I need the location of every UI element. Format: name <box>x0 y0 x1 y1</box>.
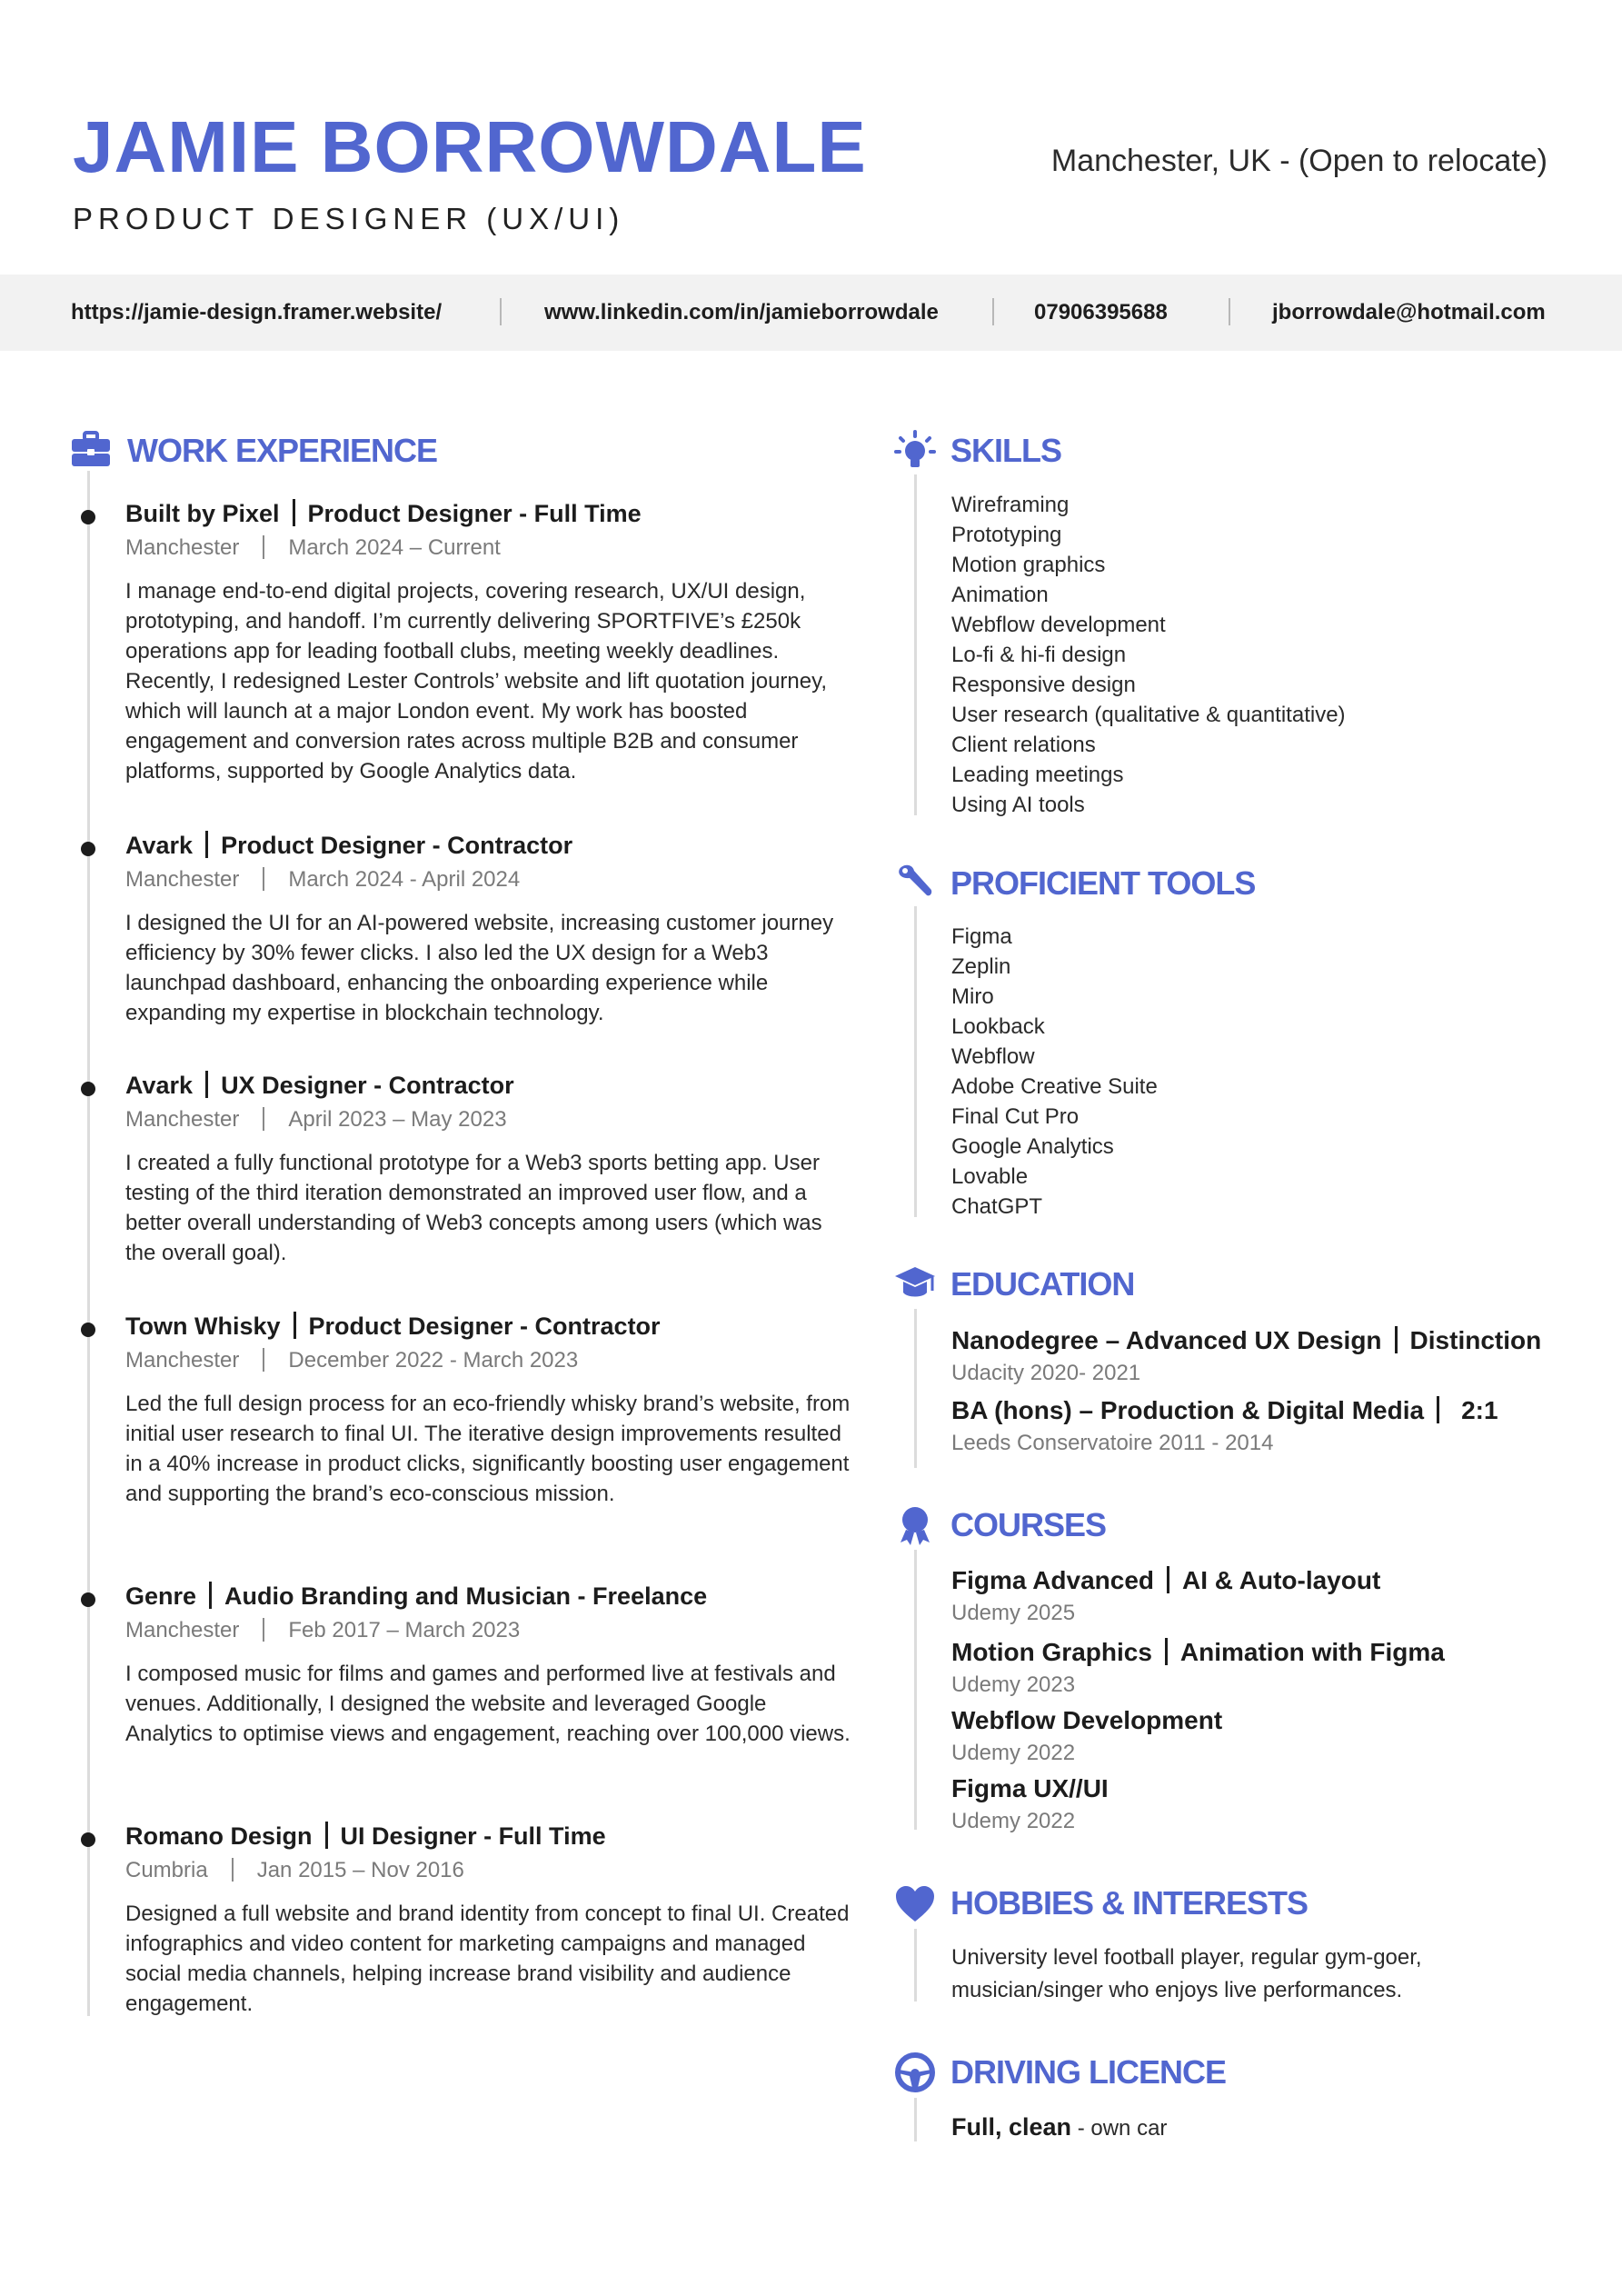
job-role: UI Designer - Full Time <box>340 1822 606 1850</box>
heart-icon <box>894 1883 936 1925</box>
tool-item: Figma <box>951 924 1012 949</box>
section-line <box>914 906 917 1217</box>
skill-item: Wireframing <box>951 493 1070 517</box>
job-role: Product Designer - Contractor <box>221 832 573 859</box>
tools-list <box>951 922 1158 1222</box>
course-title: Figma UX//UI <box>951 1774 1109 1802</box>
phone-link[interactable]: 07906395688 <box>1034 300 1168 324</box>
job-location: Cumbria <box>125 1858 208 1882</box>
licence-text <box>951 2113 1167 2141</box>
course-provider: Udemy 2022 <box>951 1741 1076 1765</box>
job-entry <box>125 498 852 786</box>
hobbies-heading: HOBBIES & INTERESTS <box>950 1884 1309 1922</box>
job-entry <box>125 1821 852 2019</box>
divider <box>500 298 502 325</box>
course-provider: Udemy 2022 <box>951 1809 1076 1833</box>
tool-item: Zeplin <box>951 954 1011 979</box>
education-grade: 2:1 <box>1461 1396 1498 1424</box>
graduation-cap-icon <box>894 1263 936 1305</box>
section-line <box>914 1550 917 1830</box>
tool-item: Final Cut Pro <box>951 1104 1080 1129</box>
award-badge-icon <box>894 1504 936 1546</box>
education-title: BA (hons) – Production & Digital Media <box>951 1396 1425 1424</box>
skill-item: Lo-fi & hi-fi design <box>951 643 1127 667</box>
job-description: Led the full design process for an eco-friendly whisky brand’s website, from initial user research to final UI. The iterative design improvements resulted in a 40% increase in product clicks, significantly boosting user engagement and supporting the brand’s eco-conscious mission. <box>125 1392 851 1506</box>
course-item <box>951 1772 1109 1835</box>
tool-item: Lookback <box>951 1014 1045 1039</box>
linkedin-link[interactable]: www.linkedin.com/in/jamieborrowdale <box>544 300 939 324</box>
skill-item: Animation <box>951 583 1049 607</box>
education-institution: Leeds Conservatoire 2011 - 2014 <box>951 1431 1274 1455</box>
job-location: Manchester <box>125 1107 240 1132</box>
job-dates: Jan 2015 – Nov 2016 <box>256 1858 464 1882</box>
job-role: Product Designer - Full Time <box>307 500 642 527</box>
education-title: Nanodegree – Advanced UX Design <box>951 1326 1382 1354</box>
section-line <box>914 2098 917 2141</box>
licence-heading: DRIVING LICENCE <box>950 2053 1227 2091</box>
job-title: PRODUCT DESIGNER (UX/UI) <box>73 202 625 235</box>
website-link[interactable]: https://jamie-design.framer.website/ <box>71 300 443 324</box>
job-entry <box>125 1070 852 1268</box>
job-entry <box>125 830 852 1028</box>
work-experience-heading: WORK EXPERIENCE <box>127 432 438 469</box>
job-location: Manchester <box>125 1618 240 1642</box>
steering-wheel-icon <box>894 2051 936 2093</box>
tool-item: Webflow <box>951 1044 1035 1069</box>
job-dates: March 2024 - April 2024 <box>288 867 521 892</box>
course-detail: AI & Auto-layout <box>1182 1566 1381 1594</box>
job-role: UX Designer - Contractor <box>221 1072 514 1099</box>
education-item <box>951 1324 1541 1387</box>
job-description: I designed the UI for an AI-powered website, increasing customer journey efficiency by 30% fewer clicks. I also led the UX design for a Web3 launchpad dashboard, enhancing the onboarding experience while expanding my expertise in blockchain technology. <box>125 911 834 1025</box>
job-dates: April 2023 – May 2023 <box>288 1107 507 1132</box>
tool-item: Google Analytics <box>951 1134 1114 1159</box>
skill-item: Prototyping <box>951 523 1062 547</box>
tools-heading: PROFICIENT TOOLS <box>950 864 1256 902</box>
lightbulb-icon <box>894 429 936 471</box>
job-location: Manchester <box>125 535 240 560</box>
section-line <box>914 1929 917 2002</box>
job-description: I composed music for films and games and performed live at festivals and venues. Additionally, I designed the website and leveraged Google Analytics to optimise views and engagement, reaching over 100,000 views. <box>125 1662 851 1746</box>
course-provider: Udemy 2023 <box>951 1672 1076 1697</box>
skill-item: Using AI tools <box>951 793 1085 817</box>
skill-item: Responsive design <box>951 673 1136 697</box>
skills-list <box>951 490 1346 820</box>
job-description: I manage end-to-end digital projects, covering research, UX/UI design, prototyping, and handoff. I’m currently delivering SPORTFIVE’s £250k operations app for leading football clubs, meeting weekly deadlines. Recently, I redesigned Lester Controls’ website and lift quotation journey, which will launch at a major London event. My work has boosted engagement and conversion rates across multiple B2B and consumer platforms, supported by Google Analytics data. <box>125 579 827 784</box>
education-grade: Distinction <box>1409 1326 1542 1354</box>
timeline-dot <box>81 1082 95 1096</box>
divider <box>992 298 994 325</box>
skills-heading: SKILLS <box>950 432 1062 469</box>
job-company: Avark <box>125 1072 194 1099</box>
job-company: Genre <box>125 1582 197 1610</box>
job-company: Town Whisky <box>125 1313 281 1340</box>
education-heading: EDUCATION <box>950 1265 1135 1303</box>
job-entry <box>125 1581 852 1749</box>
skill-item: Webflow development <box>951 613 1166 637</box>
email-link[interactable]: jborrowdale@hotmail.com <box>1272 300 1546 324</box>
licence-detail: - own car <box>1071 2116 1168 2141</box>
course-item <box>951 1564 1380 1627</box>
job-dates: December 2022 - March 2023 <box>288 1348 579 1373</box>
licence-status: Full, clean <box>951 2113 1072 2141</box>
course-item <box>951 1704 1222 1767</box>
job-location: Manchester <box>125 867 240 892</box>
timeline-dot <box>81 1323 95 1337</box>
skill-item: Motion graphics <box>951 553 1106 577</box>
contact-bar <box>0 275 1622 351</box>
tool-item: Adobe Creative Suite <box>951 1074 1158 1099</box>
job-role: Product Designer - Contractor <box>308 1313 661 1340</box>
course-title: Figma Advanced <box>951 1566 1155 1594</box>
job-dates: March 2024 – Current <box>288 535 501 560</box>
course-title: Webflow Development <box>951 1706 1223 1734</box>
timeline-dot <box>81 1832 95 1847</box>
work-timeline <box>87 471 90 2016</box>
timeline-dot <box>81 1592 95 1607</box>
tool-item: Lovable <box>951 1164 1029 1189</box>
education-item <box>951 1394 1498 1457</box>
courses-heading: COURSES <box>950 1506 1107 1543</box>
candidate-name: JAMIE BORROWDALE <box>73 106 867 187</box>
timeline-dot <box>81 510 95 524</box>
course-detail: Animation with Figma <box>1179 1638 1445 1666</box>
job-description: I created a fully functional prototype for a Web3 sports betting app. User testing of the third iteration demonstrated an improved user flow, and a better overall understanding of Web3 concepts among users (which was the overall goal). <box>125 1151 822 1265</box>
education-institution: Udacity 2020- 2021 <box>951 1361 1141 1385</box>
course-title: Motion Graphics <box>951 1638 1152 1666</box>
tool-item: Miro <box>951 984 994 1009</box>
hobbies-text: University level football player, regular gym-goer, musician/singer who enjoys live performances. <box>951 1945 1422 2002</box>
wrench-icon <box>894 862 936 903</box>
skill-item: Leading meetings <box>951 763 1124 787</box>
section-line <box>914 1309 917 1468</box>
tool-item: ChatGPT <box>951 1194 1043 1219</box>
job-location: Manchester <box>125 1348 240 1373</box>
job-role: Audio Branding and Musician - Freelance <box>224 1582 708 1610</box>
job-description: Designed a full website and brand identity from concept to final UI. Created infographics and video content for marketing campaigns and managed social media channels, helping increase brand visibility and audience engagement. <box>125 1902 850 2016</box>
section-line <box>914 474 917 815</box>
briefcase-icon <box>70 429 112 471</box>
course-item <box>951 1636 1445 1699</box>
skill-item: User research (qualitative & quantitative) <box>951 703 1346 727</box>
job-dates: Feb 2017 – March 2023 <box>288 1618 521 1642</box>
skill-item: Client relations <box>951 733 1096 757</box>
job-company: Romano Design <box>125 1822 313 1850</box>
course-provider: Udemy 2025 <box>951 1601 1076 1625</box>
divider <box>1229 298 1230 325</box>
timeline-dot <box>81 842 95 856</box>
job-company: Built by Pixel <box>125 500 280 527</box>
location: Manchester, UK - (Open to relocate) <box>1050 144 1547 178</box>
job-entry <box>125 1311 852 1509</box>
job-company: Avark <box>125 832 194 859</box>
